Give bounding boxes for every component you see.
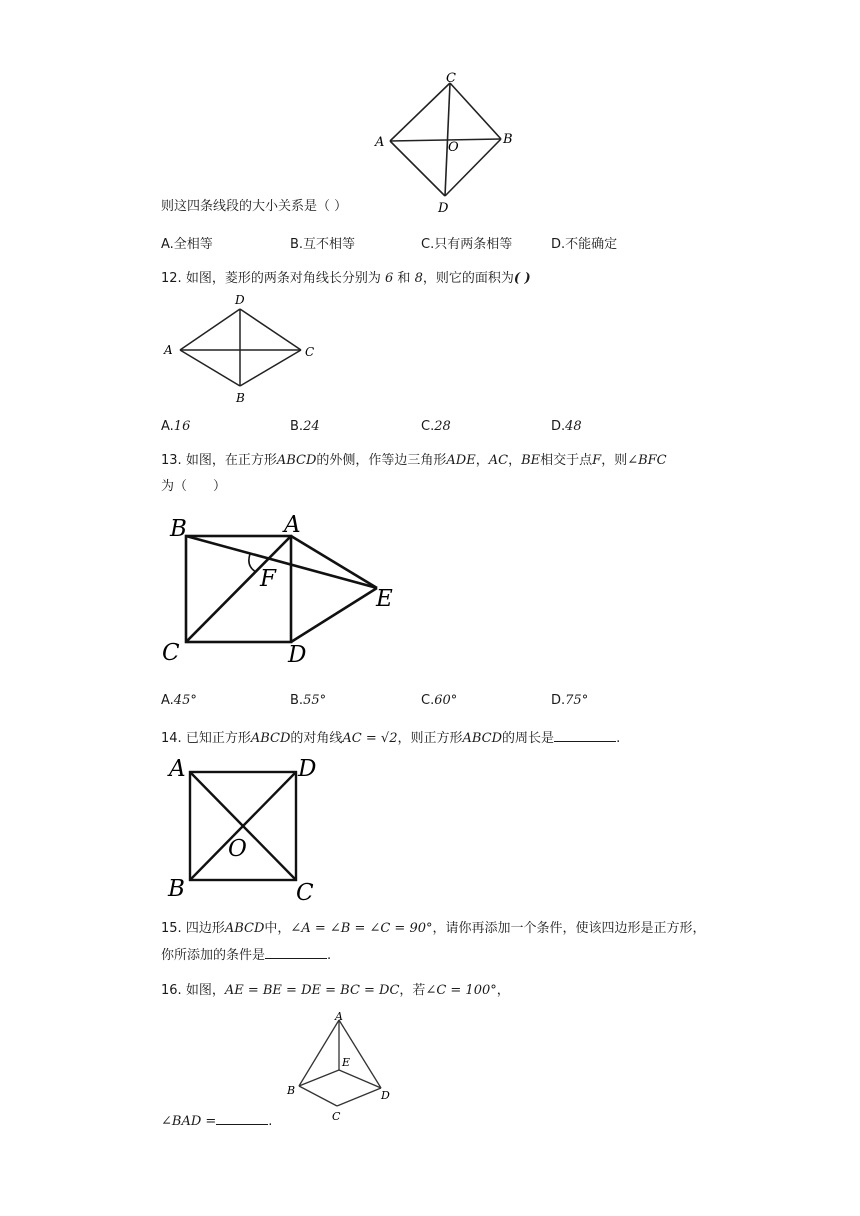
q12-value-8: 8 — [414, 271, 423, 286]
q11-rhombus-figure — [370, 70, 530, 220]
q15-question-line2 — [161, 946, 331, 965]
q13-label-e: E — [376, 586, 393, 612]
q13-option-c-letter: C. — [421, 693, 435, 708]
q13-text-e: 相交于点 — [540, 453, 593, 468]
q16-segment-ab — [299, 1020, 339, 1086]
q12-text-3: ，则它的面积为 — [422, 271, 514, 286]
q11-diagonal-ab — [390, 139, 501, 141]
q13-label-b: B — [170, 516, 187, 542]
q12-side-ba — [180, 350, 240, 386]
q12-option-d-letter: D. — [551, 419, 566, 434]
q16-answer-label: ∠BAD = — [161, 1114, 217, 1129]
q13-ac: AC — [488, 453, 509, 468]
q15-number: 15. — [161, 921, 182, 936]
q12-option-a-value: 16 — [173, 419, 191, 434]
q14-label-d: D — [298, 756, 317, 782]
q16-answer-line — [161, 1112, 272, 1131]
q16-segment-bc — [299, 1086, 337, 1106]
q13-option-c — [421, 692, 457, 710]
q14-number: 14. — [161, 731, 182, 746]
q13-option-b-letter: B. — [290, 693, 304, 708]
q15-condition: ∠A = ∠B = ∠C = 90° — [290, 921, 433, 936]
q11-option-c: C.只有两条相等 — [421, 237, 513, 252]
q12-number: 12. — [161, 271, 182, 286]
q13-number: 13. — [161, 453, 182, 468]
q12-paren: ( ) — [513, 271, 531, 286]
q15-text-c: ，请你再添加一个条件，使该四边形是正方形， — [432, 921, 706, 936]
q15-text-b: 中， — [264, 921, 291, 936]
q16-segment-dc — [337, 1088, 381, 1106]
q14-abcd: ABCD — [250, 731, 291, 746]
q12-option-c-letter: C. — [421, 419, 435, 434]
q13-option-b-value: 55° — [303, 693, 327, 708]
q14-label-o: O — [228, 836, 247, 862]
q13-option-c-value: 60° — [434, 693, 458, 708]
q12-text-2: 和 — [397, 271, 411, 286]
q11-option-b: B.互不相等 — [290, 237, 356, 252]
q14-label-c: C — [296, 880, 314, 906]
q12-option-c-value: 28 — [434, 419, 451, 434]
q16-end: . — [268, 1114, 273, 1129]
q12-side-cb — [240, 350, 301, 386]
q16-figure — [284, 1008, 414, 1128]
q11-label-c: C — [446, 71, 456, 86]
q16-number: 16. — [161, 983, 182, 998]
q11-label-o: O — [448, 140, 459, 155]
q12-side-dc — [240, 309, 301, 350]
q13-be: BE — [521, 453, 541, 468]
q14-question — [161, 729, 620, 748]
q13-option-a — [161, 692, 197, 710]
q12-option-d-value: 48 — [565, 419, 582, 434]
q11-side-cb — [450, 83, 501, 139]
q14-label-a: A — [169, 756, 186, 782]
q12-option-c — [421, 418, 451, 436]
q11-option-d: D.不能确定 — [551, 237, 618, 252]
q12-label-d: D — [235, 293, 245, 307]
q13-question-line1 — [161, 452, 667, 470]
q16-label-a: A — [335, 1010, 343, 1023]
q13-angle-arc — [249, 554, 256, 572]
q13-option-d — [551, 692, 588, 710]
q13-label-f: F — [260, 566, 276, 592]
q13-option-a-letter: A. — [161, 693, 174, 708]
q14-text-a: 已知正方形 — [185, 731, 251, 746]
q13-label-d: D — [288, 642, 307, 668]
q16-question — [161, 982, 510, 1000]
q13-label-a: A — [284, 512, 301, 538]
q11-side-da — [390, 141, 445, 196]
q16-label-e: E — [342, 1056, 351, 1069]
q11-question-tail: 则这四条线段的大小关系是（ ） — [161, 199, 348, 214]
q14-square-figure — [160, 752, 330, 906]
q12-rhombus-figure — [160, 292, 330, 412]
q12-option-b — [290, 418, 320, 436]
q13-ade: ADE — [446, 453, 476, 468]
q15-question-line1 — [161, 920, 706, 938]
q13-label-c: C — [162, 640, 180, 666]
q13-segment-de — [291, 588, 377, 642]
q15-abcd: ABCD — [224, 921, 265, 936]
q11-option-a: A.全相等 — [161, 237, 213, 252]
q11-label-b: B — [503, 132, 513, 147]
q13-option-a-value: 45° — [173, 693, 197, 708]
q12-label-b: B — [236, 391, 245, 405]
q16-text-c: ， — [496, 983, 510, 998]
q11-label-a: A — [375, 135, 385, 150]
q14-abcd-2: ABCD — [462, 731, 503, 746]
q11-side-ac — [390, 83, 450, 141]
q13-text-f: ，则 — [601, 453, 628, 468]
q12-option-a — [161, 418, 190, 436]
q14-end: . — [616, 731, 621, 746]
q15-answer-blank[interactable] — [265, 946, 327, 959]
q12-option-a-letter: A. — [161, 419, 174, 434]
q16-segment-ad — [339, 1020, 381, 1088]
q13-abcd: ABCD — [276, 453, 317, 468]
q16-angle-c: ∠C = 100° — [425, 983, 497, 998]
q16-equalities: AE = BE = DE = BC = DC — [224, 983, 400, 998]
q11-label-d: D — [438, 201, 449, 216]
q14-text-b: 的对角线 — [290, 731, 343, 746]
q14-ac-equation: AC = √2 — [342, 731, 398, 746]
q12-option-d — [551, 418, 582, 436]
q13-option-d-value: 75° — [565, 693, 589, 708]
q13-question-line2: 为（ ） — [161, 479, 227, 494]
q13-text-a: 如图，在正方形 — [185, 453, 277, 468]
q16-text-a: 如图， — [185, 983, 225, 998]
q13-text-b: 的外侧，作等边三角形 — [316, 453, 447, 468]
q14-answer-blank[interactable] — [554, 729, 616, 742]
q13-text-c: ， — [475, 453, 489, 468]
q14-label-b: B — [168, 876, 185, 902]
q12-value-6: 6 — [384, 271, 394, 286]
q14-text-d: 的周长是 — [502, 731, 555, 746]
q12-side-ad — [180, 309, 240, 350]
q16-label-d: D — [381, 1089, 390, 1102]
q12-label-c: C — [305, 345, 315, 359]
q16-label-b: B — [287, 1084, 296, 1097]
q16-label-c: C — [332, 1110, 341, 1123]
q15-end: . — [327, 948, 332, 963]
q12-option-b-letter: B. — [290, 419, 304, 434]
q14-text-c: ，则正方形 — [397, 731, 463, 746]
q13-segment-ae — [291, 536, 377, 588]
q13-text-d: ， — [508, 453, 522, 468]
q15-text-a: 四边形 — [185, 921, 225, 936]
q13-option-b — [290, 692, 326, 710]
q13-square-triangle-figure — [160, 510, 400, 680]
q13-angle-bfc: ∠BFC — [627, 453, 667, 468]
q16-text-b: ，若 — [399, 983, 426, 998]
q16-segment-be — [299, 1070, 339, 1086]
q12-option-b-value: 24 — [303, 419, 320, 434]
q13-f: F — [592, 453, 602, 468]
q12-text-1: 如图，菱形的两条对角线长分别为 — [185, 271, 381, 286]
q12-question — [161, 270, 531, 288]
q15-line2-text: 你所添加的条件是 — [161, 948, 266, 963]
q12-label-a: A — [164, 343, 173, 357]
q13-option-d-letter: D. — [551, 693, 566, 708]
q16-answer-blank[interactable] — [216, 1112, 268, 1125]
